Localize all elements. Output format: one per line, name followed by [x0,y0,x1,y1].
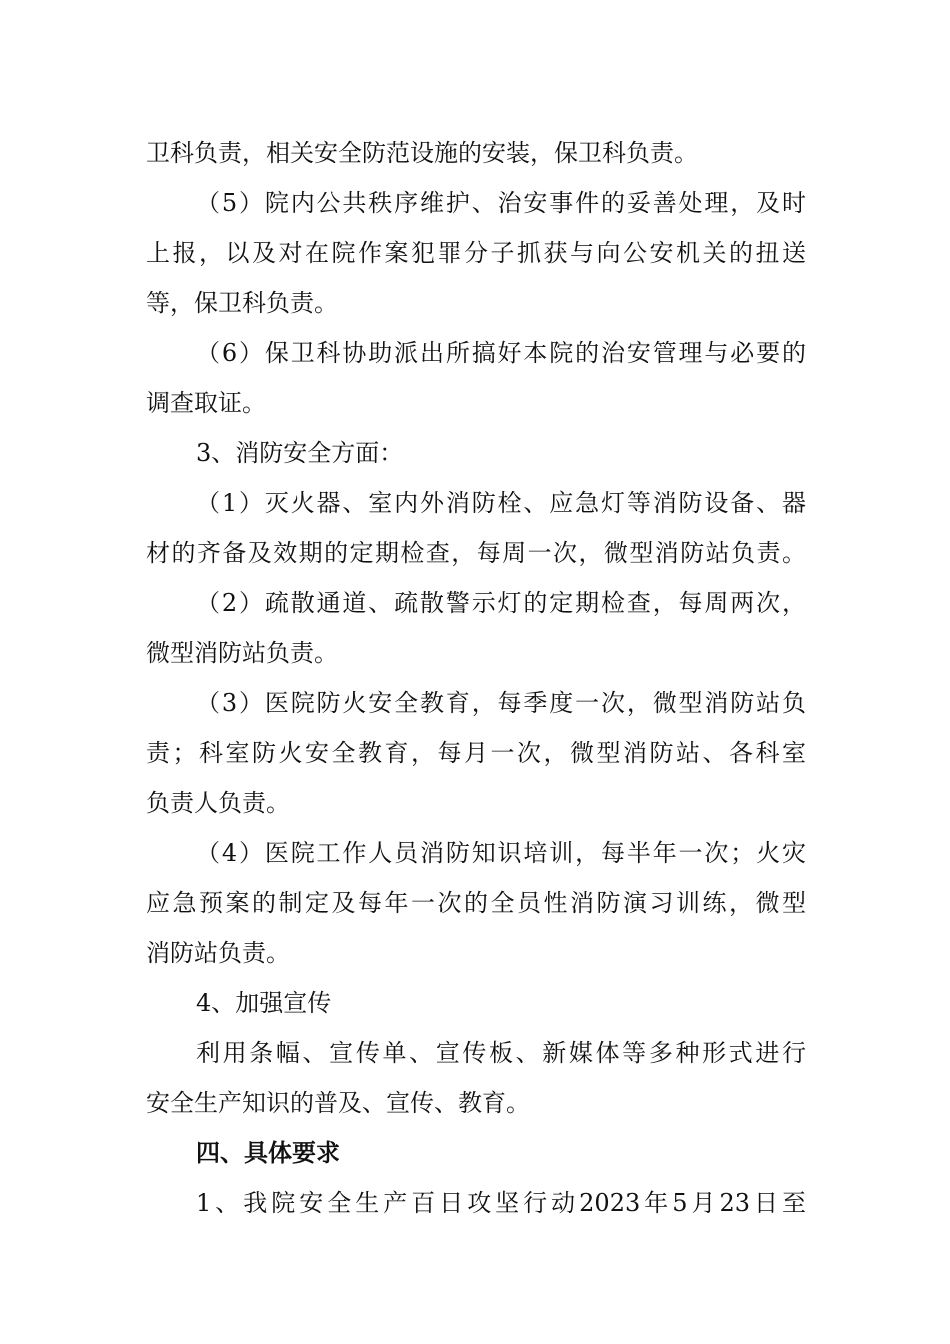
paragraph-line: （1）灭火器、室内外消防栓、应急灯等消防设备、器 [196,489,806,517]
section-heading: 4、加强宣传 [196,989,332,1017]
paragraph-line: 等，保卫科负责。 [146,289,338,317]
paragraph-line: 1、我院安全生产百日攻坚行动2023年5月23日至 [196,1189,806,1217]
paragraph-line: 责；科室防火安全教育，每月一次，微型消防站、各科室 [146,739,806,767]
paragraph-line: （6）保卫科协助派出所搞好本院的治安管理与必要的 [196,339,806,367]
chapter-heading: 四、具体要求 [196,1139,340,1167]
paragraph-line: 消防站负责。 [146,939,290,967]
paragraph-line: 应急预案的制定及每年一次的全员性消防演习训练，微型 [146,889,806,917]
paragraph-line: 调查取证。 [146,389,266,417]
paragraph-line: 材的齐备及效期的定期检查，每周一次，微型消防站负责。 [146,539,806,567]
paragraph-line: 上报，以及对在院作案犯罪分子抓获与向公安机关的扭送 [146,239,806,267]
paragraph-line: （3）医院防火安全教育，每季度一次，微型消防站负 [196,689,806,717]
paragraph-line: 利用条幅、宣传单、宣传板、新媒体等多种形式进行 [196,1039,806,1067]
paragraph-line: 卫科负责，相关安全防范设施的安装，保卫科负责。 [146,139,698,167]
paragraph-line: （2）疏散通道、疏散警示灯的定期检查，每周两次， [196,589,806,617]
paragraph-line: 微型消防站负责。 [146,639,338,667]
paragraph-line: （4）医院工作人员消防知识培训，每半年一次；火灾 [196,839,806,867]
paragraph-line: 安全生产知识的普及、宣传、教育。 [146,1089,530,1117]
paragraph-line: （5）院内公共秩序维护、治安事件的妥善处理，及时 [196,189,806,217]
section-heading: 3、消防安全方面： [196,439,404,467]
paragraph-line: 负责人负责。 [146,789,290,817]
